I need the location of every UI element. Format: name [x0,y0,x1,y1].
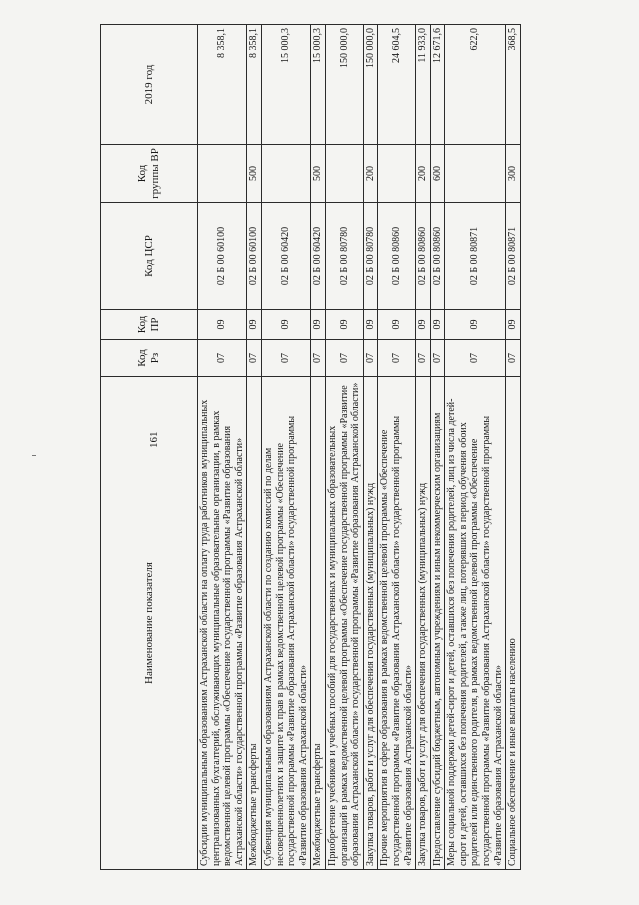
cell-value: 368,5 [506,25,521,145]
cell-pr: 09 [416,310,431,340]
cell-value: 12 671,6 [430,25,445,145]
table-row [261,25,310,870]
cell-name: Прочие мероприятия в сфере образования в рамках ведомственной целевой программы «Обеспечение государственной программы «Развитие образования Астраханской области» государственной программы «Развитие образования Астраханской области» [378,377,416,870]
cell-name: Закупка товаров, работ и услуг для обеспечения государственных (муниципальных) нужд [363,377,378,870]
table-row [378,25,416,870]
cell-value: 24 604,5 [378,25,416,145]
rotated-table-container [100,25,576,870]
cell-name: Субсидии муниципальным образованиям Астраханской области на оплату труда работников муниципальных централизованных бухгалтерий, обслуживающих муниципальные образовательные организации, в рамках ведомственной целевой программы «Обеспечение государственной программы «Развитие образования Астраханской области» государственной программы «Развитие образования Астраханской области» [198,377,247,870]
cell-vr: 300 [506,145,521,203]
cell-value: 8 358,1 [198,25,247,145]
cell-rz: 07 [198,340,247,377]
table-row [198,25,247,870]
cell-pr: 09 [311,310,326,340]
cell-csr: 02 Б 00 80860 [416,203,431,310]
cell-name: Межбюджетные трансферты [247,377,262,870]
cell-rz: 07 [247,340,262,377]
cell-pr: 09 [430,310,445,340]
cell-rz: 07 [378,340,416,377]
cell-csr: 02 Б 00 80871 [445,203,506,310]
cell-csr: 02 Б 00 80871 [506,203,521,310]
cell-vr: 500 [311,145,326,203]
cell-pr: 09 [247,310,262,340]
cell-value: 15 000,3 [261,25,310,145]
cell-csr: 02 Б 00 60100 [198,203,247,310]
cell-vr [378,145,416,203]
table-row [363,25,378,870]
cell-pr: 09 [445,310,506,340]
cell-rz: 07 [311,340,326,377]
cell-vr [261,145,310,203]
cell-name: Межбюджетные трансферты [311,377,326,870]
cell-rz: 07 [445,340,506,377]
table-row [445,25,506,870]
cell-name: Приобретение учебников и учебных пособий для государственных и муниципальных образовательных организаций в рамках ведомственной целевой программы «Обеспечение государственной программы «Развитие образования Астраханской области» государственной программы «Развитие образования Астраханской области» [325,377,363,870]
cell-csr: 02 Б 00 80780 [363,203,378,310]
cell-rz: 07 [261,340,310,377]
cell-name: Меры социальной поддержки детей-сирот и детей, оставшихся без попечения родителей, лиц из числа детей-сирот и детей, оставшихся без попечения родителей, а также лиц, потерявших в период обучения обоих родителей или единственного родителя, в рамках ведомственной целевой программы «Обеспечение государственной программы «Развитие образования Астраханской области» государственной программы «Развитие образования Астраханской области» [445,377,506,870]
table-row [430,25,445,870]
cell-csr: 02 Б 00 60100 [247,203,262,310]
cell-rz: 07 [430,340,445,377]
cell-name: Закупка товаров, работ и услуг для обеспечения государственных (муниципальных) нужд [416,377,431,870]
header-pr: Код ПР [101,310,198,340]
cell-rz: 07 [506,340,521,377]
cell-csr: 02 Б 00 80860 [430,203,445,310]
header-csr: Код ЦСР [101,203,198,310]
cell-vr [445,145,506,203]
table-row [416,25,431,870]
margin-mark [32,455,36,456]
cell-value: 8 358,1 [247,25,262,145]
header-year: 2019 год [101,25,198,145]
cell-pr: 09 [506,310,521,340]
cell-value: 11 933,0 [416,25,431,145]
cell-vr: 200 [363,145,378,203]
header-rz: Код Рз [101,340,198,377]
cell-name: Субвенция муниципальным образованиям Астраханской области по созданию комиссий по делам несовершеннолетних и защите их прав в рамках ведомственной целевой программы «Обеспечение государственной программы «Развитие образования Астраханской области» государственной программы «Развитие образования Астраханской области» [261,377,310,870]
cell-pr: 09 [261,310,310,340]
cell-vr [325,145,363,203]
cell-pr: 09 [363,310,378,340]
cell-vr: 600 [430,145,445,203]
budget-table [100,24,521,870]
cell-vr: 500 [247,145,262,203]
cell-rz: 07 [363,340,378,377]
cell-value: 15 000,3 [311,25,326,145]
cell-csr: 02 Б 00 60420 [261,203,310,310]
table-row [247,25,262,870]
page-number: 161 [148,431,160,448]
table-header-row [101,25,198,870]
cell-rz: 07 [416,340,431,377]
cell-pr: 09 [198,310,247,340]
cell-pr: 09 [325,310,363,340]
table-row [311,25,326,870]
header-vr: Код группы ВР [101,145,198,203]
cell-name: Социальное обеспечение и иные выплаты населению [506,377,521,870]
cell-vr [198,145,247,203]
cell-csr: 02 Б 00 80780 [325,203,363,310]
cell-value: 622,0 [445,25,506,145]
cell-value: 150 000,0 [363,25,378,145]
cell-value: 150 000,0 [325,25,363,145]
table-row [506,25,521,870]
cell-name: Предоставление субсидий бюджетным, автономным учреждениям и иным некоммерческим организациям [430,377,445,870]
table-row [325,25,363,870]
cell-rz: 07 [325,340,363,377]
cell-csr: 02 Б 00 60420 [311,203,326,310]
cell-vr: 200 [416,145,431,203]
cell-csr: 02 Б 00 80860 [378,203,416,310]
header-name: Наименование показателя [101,377,198,870]
cell-pr: 09 [378,310,416,340]
